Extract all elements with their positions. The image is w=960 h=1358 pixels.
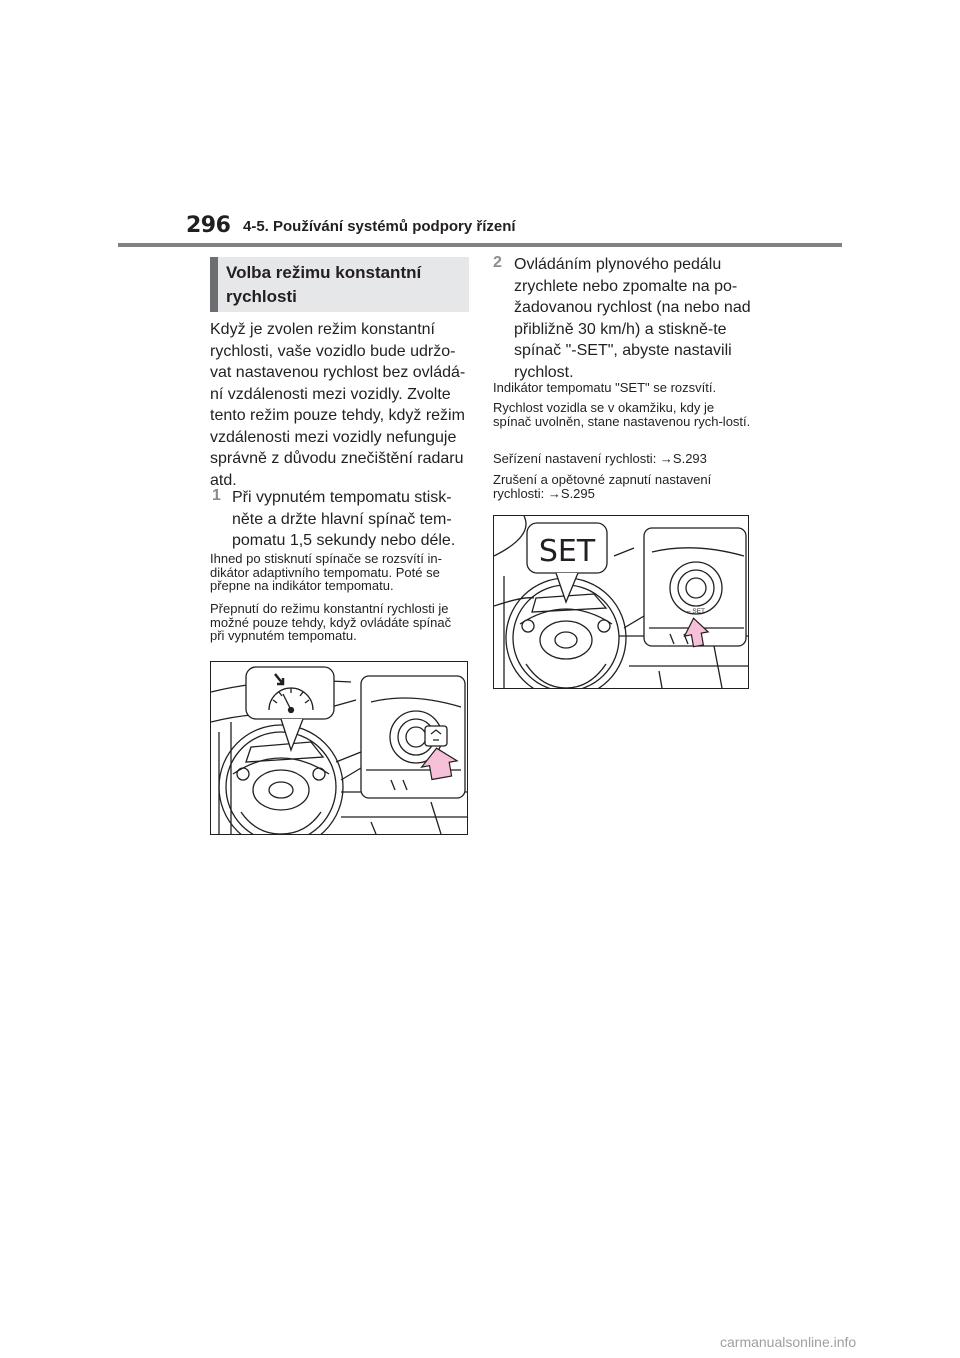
section-heading-box bbox=[210, 257, 469, 312]
steering-wheel-main-switch-drawing bbox=[211, 662, 467, 834]
step-1-note-2: Přepnutí do režimu konstantní rychlosti je možné pouze tehdy, když ovládáte spínač při vypnutém tempomatu. bbox=[210, 601, 452, 643]
step-2-note-4: Zrušení a opětovné zapnutí nastavení rychlosti: →S.295 bbox=[493, 472, 712, 501]
section-heading-bar bbox=[210, 257, 218, 312]
step-2-note-2: Rychlost vozidla se v okamžiku, kdy je spínač uvolněn, stane nastavenou rych-lostí. bbox=[493, 400, 751, 429]
illustration-set-switch bbox=[493, 515, 749, 689]
section-heading: Volba režimu konstantní rychlosti bbox=[226, 263, 422, 306]
step-2-text: Ovládáním plynového pedálu zrychlete nebo zpomalte na po-žadovanou rychlost (na nebo nad přibližně 30 km/h) a stiskně-te spínač "-SET", abyste nastavili rychlost. bbox=[514, 256, 751, 381]
step-2-number: 2 bbox=[493, 254, 502, 271]
step-2-note-3: Seřízení nastavení rychlosti: →S.293 bbox=[493, 451, 707, 466]
header-rule bbox=[118, 243, 842, 247]
intro-paragraph: Když je zvolen režim konstantní rychlosti, vaše vozidlo bude udržo-vat nastavenou rychlost bez ovládá-ní vzdálenosti mezi vozidly. Zvolte tento režim pouze tehdy, když režim vzdálenosti mezi vozidly nefunguje správně z důvodu znečištění radaru atd. bbox=[210, 321, 466, 489]
footer-watermark[interactable]: carmanualsonline.info bbox=[720, 1334, 857, 1350]
callout-set-label: SET bbox=[538, 534, 596, 569]
steering-wheel-set-switch-drawing bbox=[494, 516, 748, 688]
page-number: 296 bbox=[186, 213, 231, 238]
step-2-note-1: Indikátor tempomatu "SET" se rozsvítí. bbox=[493, 380, 717, 395]
step-1-text: Při vypnutém tempomatu stisk-něte a držte hlavní spínač tem-pomatu 1,5 sekundy nebo déle. bbox=[232, 489, 456, 549]
illustration-main-switch bbox=[210, 661, 468, 835]
chapter-title: 4-5. Používání systémů podpory řízení bbox=[243, 218, 516, 235]
step-1-number: 1 bbox=[212, 487, 221, 504]
step-1-note-1: Ihned po stisknutí spínače se rozsvítí in-dikátor adaptivního tempomatu. Poté se přepne na indikátor tempomatu. bbox=[210, 551, 442, 593]
switch-set-label: – SET bbox=[686, 608, 706, 615]
